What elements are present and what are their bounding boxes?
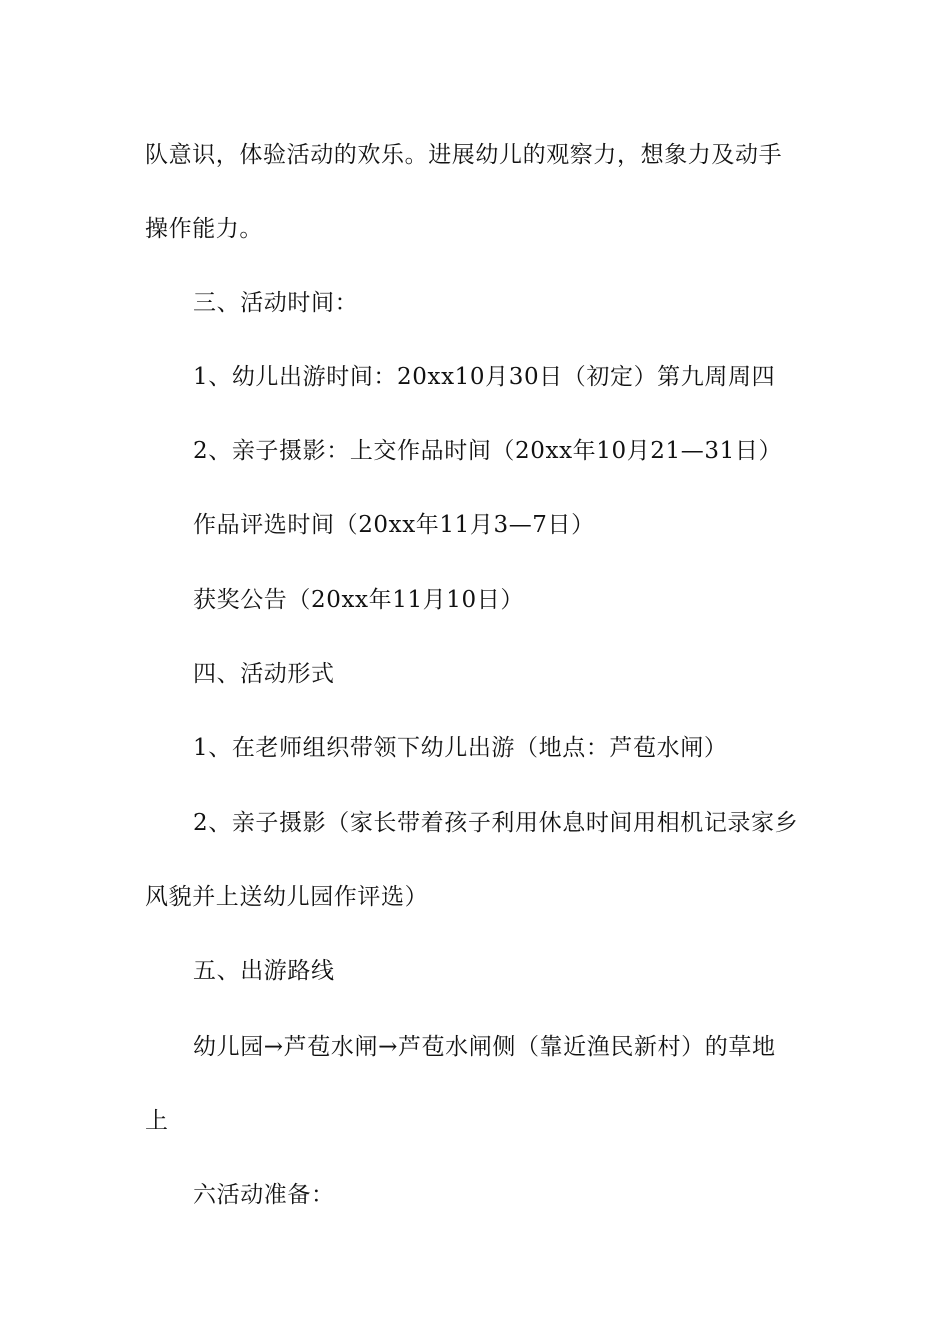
paragraph-line: 幼儿园→芦苞水闸→芦苞水闸侧（靠近渔民新村）的草地	[193, 1034, 776, 1060]
paragraph-line: 操作能力。	[145, 216, 263, 242]
list-item: 2、亲子摄影（家长带着孩子利用休息时间用相机记录家乡	[193, 810, 799, 836]
section-heading-form: 四、活动形式	[193, 661, 335, 687]
paragraph-line: 获奖公告（20xx年11月10日）	[193, 587, 524, 613]
list-item: 2、亲子摄影：上交作品时间（20xx年10月21—31日）	[193, 438, 783, 464]
paragraph-line: 作品评选时间（20xx年11月3—7日）	[193, 512, 595, 538]
paragraph-line: 队意识，体验活动的欢乐。进展幼儿的观察力，想象力及动手	[145, 142, 783, 168]
section-heading-preparation: 六活动准备：	[193, 1182, 335, 1208]
list-item: 1、在老师组织带领下幼儿出游（地点：芦苞水闸）	[193, 735, 728, 761]
section-heading-time: 三、活动时间：	[193, 290, 359, 316]
list-item: 1、幼儿出游时间：20xx10月30日（初定）第九周周四	[193, 364, 776, 390]
paragraph-line: 上	[145, 1108, 169, 1134]
section-heading-route: 五、出游路线	[193, 958, 335, 984]
paragraph-line: 风貌并上送幼儿园作评选）	[145, 884, 429, 910]
